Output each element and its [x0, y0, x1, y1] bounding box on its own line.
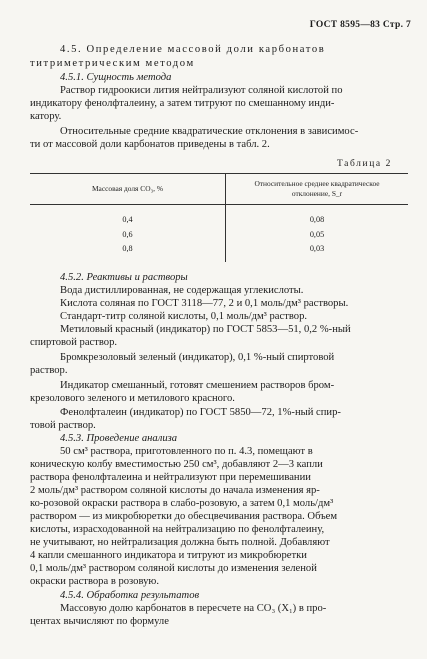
section-title-cont: титриметрическим методом	[30, 58, 195, 69]
paragraph-line: раствор.	[30, 365, 68, 376]
paragraph-line: катору.	[30, 111, 62, 122]
paragraph-line: не учитывают, но нейтрализация должна быть полной. Добавляют	[30, 537, 330, 548]
paragraph-line: индикатору фенолфталеину, а затем титруют по смешанному инди-	[30, 98, 335, 109]
subsection-title: 4.5.2. Реактивы и растворы	[60, 272, 188, 283]
paragraph-line: Массовую долю карбонатов в пересчете на CO₃ (X₁) в про-	[60, 603, 327, 614]
paragraph-line: Стандарт-титр соляной кислоты, 0,1 моль/дм³ раствор.	[60, 311, 308, 322]
table-cell: 0,4	[122, 215, 133, 224]
paragraph-line: 50 см³ раствора, приготовленного по п. 4.3, помещают в	[60, 446, 313, 457]
paragraph-line: Бромкрезоловый зеленый (индикатор), 0,1 %-ный спиртовой	[60, 352, 335, 363]
paragraph-line: товой раствор.	[30, 420, 96, 431]
paragraph-line: кислоты, израсходованной на нейтрализацию по фенолфталеину,	[30, 524, 325, 535]
paragraph-line: ко-розовой окраски раствора в слабо-розовую, а затем 0,1 моль/дм³	[30, 498, 334, 509]
table-caption: Таблица 2	[337, 159, 393, 169]
subsection-title: 4.5.1. Сущность метода	[60, 72, 172, 83]
paragraph-line: спиртовой раствор.	[30, 337, 118, 348]
page-header: ГОСТ 8595—83 Стр. 7	[309, 20, 411, 30]
paragraph-line: ти от массовой доли карбонатов приведены в табл. 2.	[30, 139, 270, 150]
paragraph-line: раствором — из микробюретки до обесцвечивания раствора. Объем	[30, 511, 338, 522]
paragraph-line: крезолового зеленого и метилового красного.	[30, 393, 235, 404]
paragraph-line: Относительные средние квадратические отклонения в зависимос-	[60, 126, 359, 137]
paragraph-line: 2 моль/дм³ раствором соляной кислоты до начала изменения яр-	[30, 485, 320, 496]
table-rule-top	[30, 173, 408, 174]
table-cell: 0,05	[309, 230, 325, 239]
subsection-title: 4.5.4. Обработка результатов	[60, 590, 200, 601]
table-cell: 0,03	[309, 244, 325, 253]
paragraph-line: 0,1 моль/дм³ раствором соляной кислоты до изменения зеленой	[30, 563, 317, 574]
paragraph-line: Фенолфталеин (индикатор) по ГОСТ 5850—72, 1%-ный спир-	[60, 407, 341, 418]
table-rule-header	[30, 204, 408, 205]
paragraph-line: Метиловый красный (индикатор) по ГОСТ 5853—51, 0,2 %-ный	[60, 324, 351, 335]
paragraph-line: коническую колбу вместимостью 250 см³, добавляют 2—3 капли	[30, 459, 323, 470]
paragraph-line: 4 капли смешанного индикатора и титруют из микробюретки	[30, 550, 307, 561]
paragraph-line: Кислота соляная по ГОСТ 3118—77, 2 и 0,1 моль/дм³ растворы.	[60, 298, 349, 309]
table-cell: 0,08	[309, 215, 325, 224]
paragraph-line: раствора фенолфталеина и нейтрализуют при перемешивании	[30, 472, 311, 483]
paragraph-line: Раствор гидроокиси лития нейтрализуют соляной кислотой по	[60, 85, 343, 96]
table-header-col1: Массовая доля CO₃, %	[91, 184, 163, 193]
paragraph-line: Индикатор смешанный, готовят смешением растворов бром-	[60, 380, 335, 391]
table-cell: 0,6	[122, 230, 133, 239]
table-cell: 0,8	[122, 244, 133, 253]
paragraph-line: Вода дистиллированная, не содержащая углекислоты.	[60, 285, 304, 296]
table-header-col2: Относительное среднее квадратическое	[254, 179, 380, 188]
table-header-col2: отклонение, S_r	[291, 189, 343, 198]
subsection-title: 4.5.3. Проведение анализа	[60, 433, 178, 444]
section-title: 4.5. Определение массовой доли карбонатов	[60, 44, 326, 55]
paragraph-line: окраски раствора в розовую.	[30, 576, 159, 587]
paragraph-line: центах вычисляют по формуле	[30, 616, 169, 627]
